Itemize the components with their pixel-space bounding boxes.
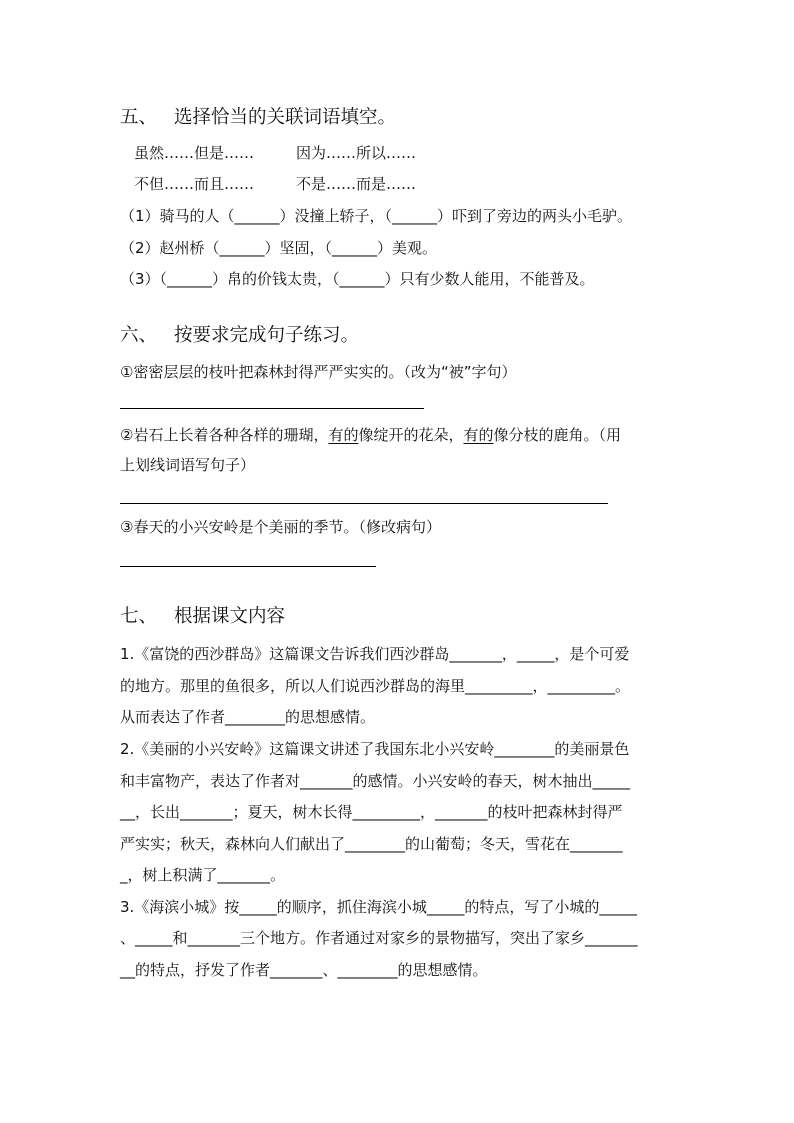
option-yinwei: 因为……所以…… <box>296 144 417 162</box>
answer-line-1[interactable] <box>120 408 424 409</box>
section5-heading <box>120 106 396 130</box>
option-suiran: 虽然……但是…… <box>134 144 255 162</box>
section6-question-1: ①密密层层的枝叶把森林封得严严实实的。（改为“被”字句） <box>120 363 517 381</box>
section5-title: 选择恰当的关联词语填空。 <box>174 107 397 128</box>
section7-line: 严实实；秋天，森林向人们献出了________的山葡萄；冬天，雪花在_______ <box>120 835 623 853</box>
q2-underlined-word-1: 有的 <box>328 426 359 444</box>
section7-line: 和丰富物产，表达了作者对_______的感情。小兴安岭的春天，树木抽出_____ <box>120 772 631 790</box>
q2-text-part2: 像绽开的花朵， <box>358 426 464 444</box>
section6-title: 按要求完成句子练习。 <box>174 325 360 346</box>
option-bushi: 不是……而是…… <box>296 175 417 193</box>
section5-number: 五、 <box>120 107 158 128</box>
option-budan: 不但……而且…… <box>134 175 255 193</box>
section6-question-2 <box>120 425 621 445</box>
section5-item-1: （1）骑马的人（______）没撞上轿子，（______）吓到了旁边的两头小毛驴。 <box>120 207 633 225</box>
section7-heading <box>120 605 285 629</box>
section7-line: __的特点，抒发了作者_______、________的思想感情。 <box>120 961 488 979</box>
section7-number: 七、 <box>120 606 158 627</box>
answer-line-3[interactable] <box>120 566 376 567</box>
q2-underlined-word-2: 有的 <box>463 426 494 444</box>
section7-line: 2.《美丽的小兴安岭》这篇课文讲述了我国东北小兴安岭________的美丽景色 <box>120 740 630 758</box>
section7-line: 3.《海滨小城》按_____的顺序，抓住海滨小城_____的特点，写了小城的_____ <box>120 898 637 916</box>
section5-item-3: （3）（______）帛的价钱太贵，（______）只有少数人能用，不能普及。 <box>120 270 595 288</box>
section6-question-3: ③春天的小兴安岭是个美丽的季节。（修改病句） <box>120 518 441 536</box>
section6-question-2-cont: 上划线词语写句子） <box>120 456 256 474</box>
section6-number: 六、 <box>120 325 158 346</box>
q2-text-part3: 像分枝的鹿角。（用 <box>493 426 622 444</box>
q2-text-part1: ②岩石上长着各种各样的珊瑚， <box>120 426 329 444</box>
section7-line: __，长出_______；夏天，树木长得_________，_______的枝叶把森林封得严 <box>120 803 623 821</box>
section7-title: 根据课文内容 <box>174 606 286 627</box>
section7-line: 的地方。那里的鱼很多，所以人们说西沙群岛的海里_________，_________。 <box>120 677 631 695</box>
section7-line: _，树上积满了_______。 <box>120 866 286 884</box>
section5-item-2: （2）赵州桥（______）坚固，（______）美观。 <box>120 239 438 257</box>
section6-heading <box>120 324 359 348</box>
section7-line: 从而表达了作者________的思想感情。 <box>120 708 376 726</box>
answer-line-2[interactable] <box>120 503 608 504</box>
section7-line: 1.《富饶的西沙群岛》这篇课文告诉我们西沙群岛_______，_____，是个可爱 <box>120 645 630 663</box>
section7-line: 、_____和_______三个地方。作者通过对家乡的景物描写，突出了家乡_______ <box>120 929 638 947</box>
